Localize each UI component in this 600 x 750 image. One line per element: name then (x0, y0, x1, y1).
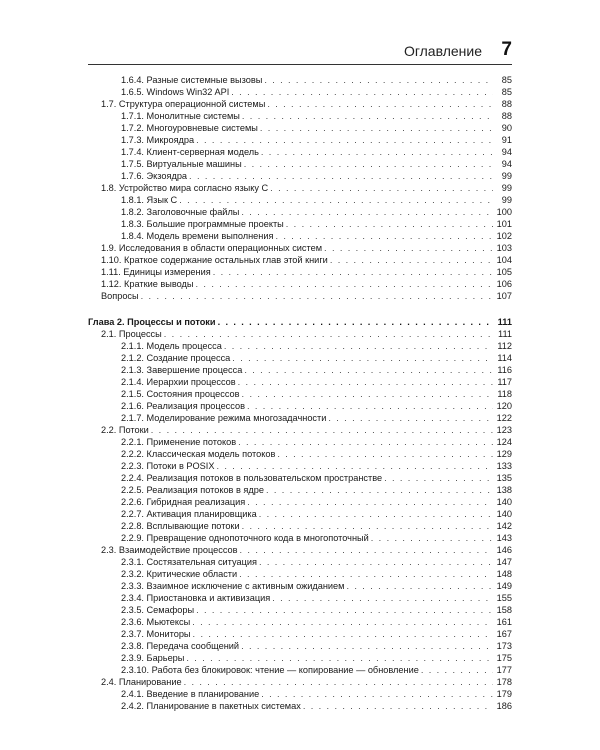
toc-entry (88, 182, 512, 194)
dot-leader (242, 110, 493, 122)
toc-entry-title: 2.3.5. Семафоры (121, 605, 195, 615)
toc-entry (88, 412, 512, 424)
toc-entry-title: 1.12. Краткие выводы (101, 279, 194, 289)
toc-entry-page: 90 (501, 123, 512, 133)
toc-entry-title: Глава 2. Процессы и потоки (88, 317, 216, 327)
toc-entry (88, 290, 512, 302)
toc-entry (88, 134, 512, 146)
dot-leader (261, 688, 493, 700)
toc-entry-title: 2.2.1. Применение потоков (121, 437, 237, 447)
toc-entry-title: 1.7.2. Многоуровневые системы (121, 123, 258, 133)
dot-leader (196, 278, 493, 290)
toc-entry-page: 148 (496, 569, 512, 579)
dot-leader (164, 328, 493, 340)
dot-leader (264, 74, 493, 86)
toc-entry-page: 133 (496, 461, 512, 471)
toc-entry-title: 2.1.2. Создание процесса (121, 353, 231, 363)
toc-entry (88, 460, 512, 472)
table-of-contents (88, 74, 512, 712)
dot-leader (261, 146, 493, 158)
toc-entry-page: 104 (496, 255, 512, 265)
toc-entry-title: 1.9. Исследования в области операционных систем (101, 243, 323, 253)
dot-leader (324, 242, 493, 254)
toc-entry-title: 2.3.7. Мониторы (121, 629, 191, 639)
dot-leader (247, 496, 493, 508)
toc-entry-page: 103 (496, 243, 512, 253)
dot-leader (184, 676, 493, 688)
toc-entry (88, 544, 512, 556)
toc-entry (88, 328, 512, 340)
toc-entry-title: 2.3.10. Работа без блокировок: чтение — копирование — обновление (121, 665, 419, 675)
toc-entry-page: 143 (496, 533, 512, 543)
dot-leader (330, 254, 493, 266)
toc-entry-title: 1.10. Краткое содержание остальных глав этой книги (101, 255, 328, 265)
toc-entry (88, 592, 512, 604)
toc-entry-page: 149 (496, 581, 512, 591)
toc-entry-title: 2.1.3. Завершение процесса (121, 365, 243, 375)
toc-entry (88, 194, 512, 206)
toc-entry-title: 1.6.5. Windows Win32 API (121, 87, 230, 97)
toc-entry-page: 167 (496, 629, 512, 639)
toc-entry (88, 568, 512, 580)
toc-entry-page: 99 (501, 195, 512, 205)
dot-leader (272, 592, 493, 604)
dot-leader (247, 400, 493, 412)
toc-entry-title: 2.2.9. Превращение однопоточного кода в многопоточный (121, 533, 369, 543)
toc-chapter-heading (88, 316, 512, 328)
toc-entry-page: 94 (501, 147, 512, 157)
toc-entry-title: 2.3. Взаимодействие процессов (101, 545, 238, 555)
toc-entry-page: 161 (496, 617, 512, 627)
dot-leader (346, 580, 493, 592)
toc-entry-page: 102 (496, 231, 512, 241)
toc-entry-page: 142 (496, 521, 512, 531)
toc-entry (88, 278, 512, 290)
dot-leader (241, 206, 493, 218)
toc-entry-page: 85 (501, 87, 512, 97)
toc-entry-title: 2.3.3. Взаимное исключение с активным ожиданием (121, 581, 345, 591)
toc-entry-title: 2.2.2. Классическая модель потоков (121, 449, 276, 459)
toc-entry (88, 146, 512, 158)
toc-entry (88, 700, 512, 712)
toc-entry-page: 124 (496, 437, 512, 447)
dot-leader (371, 532, 493, 544)
toc-entry-title: 2.3.6. Мьютексы (121, 617, 191, 627)
toc-entry (88, 628, 512, 640)
toc-entry-page: 175 (496, 653, 512, 663)
toc-entry-page: 114 (497, 353, 512, 363)
toc-entry-page: 116 (497, 365, 512, 375)
toc-entry-title: 1.8.3. Большие программные проекты (121, 219, 284, 229)
dot-leader (151, 424, 493, 436)
toc-entry-title: 1.6.4. Разные системные вызовы (121, 75, 263, 85)
dot-leader (259, 556, 493, 568)
toc-entry-page: 178 (496, 677, 512, 687)
dot-leader (384, 472, 493, 484)
toc-entry (88, 352, 512, 364)
toc-entry-page: 117 (497, 377, 512, 387)
toc-entry (88, 170, 512, 182)
toc-entry (88, 580, 512, 592)
toc-entry-page: 118 (497, 389, 512, 399)
dot-leader (286, 218, 493, 230)
toc-entry-title: 2.2.5. Реализация потоков в ядре (121, 485, 264, 495)
dot-leader (189, 170, 493, 182)
dot-leader (421, 664, 493, 676)
toc-entry-title: 2.2.3. Потоки в POSIX (121, 461, 215, 471)
toc-entry-page: 147 (496, 557, 512, 567)
toc-entry (88, 640, 512, 652)
dot-leader (192, 616, 493, 628)
toc-entry-title: 1.7. Структура операционной системы (101, 99, 266, 109)
toc-entry (88, 364, 512, 376)
toc-entry (88, 242, 512, 254)
running-head-title: Оглавление (403, 43, 482, 59)
toc-entry-page: 105 (496, 267, 512, 277)
dot-leader (193, 628, 493, 640)
toc-entry-page: 111 (498, 329, 512, 339)
toc-entry-title: 1.8.1. Язык С (121, 195, 178, 205)
toc-entry-title: 2.3.9. Барьеры (121, 653, 185, 663)
dot-leader (259, 508, 493, 520)
toc-entry-title: 2.2.4. Реализация потоков в пользовательском пространстве (121, 473, 383, 483)
toc-entry (88, 688, 512, 700)
dot-leader (238, 436, 493, 448)
toc-entry-title: 2.4.1. Введение в планирование (121, 689, 260, 699)
toc-entry-page: 179 (496, 689, 512, 699)
toc-entry-page: 135 (496, 473, 512, 483)
toc-entry-title: 2.2.7. Активация планировщика (121, 509, 257, 519)
dot-leader (242, 520, 493, 532)
toc-entry (88, 218, 512, 230)
toc-entry-page: 106 (496, 279, 512, 289)
toc-entry-page: 177 (496, 665, 512, 675)
toc-entry-page: 99 (501, 183, 512, 193)
dot-leader (240, 544, 493, 556)
toc-entry-page: 111 (497, 317, 512, 327)
toc-entry (88, 508, 512, 520)
toc-entry (88, 86, 512, 98)
toc-entry-title: Вопросы (101, 291, 139, 301)
toc-entry-title: 2.3.1. Состязательная ситуация (121, 557, 257, 567)
dot-leader (242, 388, 493, 400)
dot-leader (218, 316, 493, 328)
toc-entry (88, 448, 512, 460)
toc-entry (88, 254, 512, 266)
toc-entry-page: 101 (496, 219, 512, 229)
toc-entry (88, 436, 512, 448)
toc-entry-page: 146 (496, 545, 512, 555)
toc-entry-page: 100 (496, 207, 512, 217)
dot-leader (275, 230, 493, 242)
toc-entry (88, 472, 512, 484)
toc-entry-title: 2.4.2. Планирование в пакетных системах (121, 701, 301, 711)
dot-leader (239, 568, 493, 580)
toc-entry-title: 1.7.1. Монолитные системы (121, 111, 240, 121)
toc-entry-page: 158 (496, 605, 512, 615)
toc-entry-page: 94 (501, 159, 512, 169)
toc-entry-page: 122 (496, 413, 512, 423)
dot-leader (277, 448, 493, 460)
toc-entry-page: 138 (496, 485, 512, 495)
toc-entry-title: 2.1.1. Модель процесса (121, 341, 222, 351)
toc-entry-page: 155 (496, 593, 512, 603)
toc-entry (88, 110, 512, 122)
toc-entry (88, 616, 512, 628)
toc-entry (88, 520, 512, 532)
toc-entry (88, 400, 512, 412)
dot-leader (186, 652, 493, 664)
toc-entry (88, 340, 512, 352)
toc-entry (88, 158, 512, 170)
toc-entry-title: 1.8.4. Модель времени выполнения (121, 231, 274, 241)
toc-entry-title: 2.3.2. Критические области (121, 569, 238, 579)
toc-entry (88, 122, 512, 134)
toc-entry-page: 112 (497, 341, 512, 351)
toc-entry-title: 2.3.4. Приостановка и активизация (121, 593, 271, 603)
dot-leader (270, 182, 493, 194)
toc-entry-title: 1.7.3. Микроядра (121, 135, 195, 145)
dot-leader (238, 376, 493, 388)
toc-entry (88, 388, 512, 400)
toc-entry-page: 186 (496, 701, 512, 711)
toc-entry-page: 129 (496, 449, 512, 459)
toc-entry (88, 230, 512, 242)
dot-leader (224, 340, 493, 352)
toc-entry-title: 2.3.8. Передача сообщений (121, 641, 240, 651)
page-number: 7 (501, 39, 512, 60)
toc-entry-title: 2.1.5. Состояния процессов (121, 389, 240, 399)
toc-entry (88, 676, 512, 688)
toc-entry-title: 1.7.4. Клиент-серверная модель (121, 147, 259, 157)
toc-entry-page: 99 (501, 171, 512, 181)
toc-entry (88, 484, 512, 496)
toc-entry (88, 532, 512, 544)
toc-entry (88, 98, 512, 110)
toc-entry-title: 2.1.6. Реализация процессов (121, 401, 245, 411)
dot-leader (267, 98, 493, 110)
toc-entry-title: 2.1.7. Моделирование режима многозадачности (121, 413, 327, 423)
toc-entry (88, 266, 512, 278)
dot-leader (244, 364, 493, 376)
dot-leader (260, 122, 493, 134)
dot-leader (244, 158, 493, 170)
toc-entry (88, 376, 512, 388)
toc-entry (88, 424, 512, 436)
dot-leader (241, 640, 493, 652)
toc-entry (88, 74, 512, 86)
toc-entry (88, 652, 512, 664)
toc-entry-page: 88 (501, 111, 512, 121)
dot-leader (232, 352, 493, 364)
dot-leader (231, 86, 493, 98)
dot-leader (196, 604, 493, 616)
toc-entry-title: 1.8.2. Заголовочные файлы (121, 207, 240, 217)
toc-entry-page: 140 (496, 509, 512, 519)
toc-entry-page: 107 (496, 291, 512, 301)
toc-entry (88, 496, 512, 508)
toc-entry-title: 1.8. Устройство мира согласно языку С (101, 183, 269, 193)
dot-leader (217, 460, 494, 472)
dot-leader (179, 194, 493, 206)
toc-entry-title: 1.11. Единицы измерения (101, 267, 211, 277)
toc-entry (88, 206, 512, 218)
toc-entry-page: 85 (501, 75, 512, 85)
toc-entry-title: 1.7.6. Экзоядра (121, 171, 188, 181)
toc-entry (88, 664, 512, 676)
toc-entry-title: 2.1.4. Иерархии процессов (121, 377, 236, 387)
toc-entry-title: 2.2. Потоки (101, 425, 149, 435)
toc-entry-title: 2.4. Планирование (101, 677, 182, 687)
toc-entry-page: 173 (496, 641, 512, 651)
toc-entry-page: 120 (496, 401, 512, 411)
toc-entry (88, 556, 512, 568)
dot-leader (141, 290, 493, 302)
toc-entry-title: 2.1. Процессы (101, 329, 162, 339)
dot-leader (196, 134, 493, 146)
dot-leader (213, 266, 493, 278)
toc-entry-title: 2.2.8. Всплывающие потоки (121, 521, 240, 531)
dot-leader (328, 412, 493, 424)
toc-entry-page: 123 (496, 425, 512, 435)
page-header (88, 38, 512, 65)
toc-entry-title: 1.7.5. Виртуальные машины (121, 159, 242, 169)
toc-entry-page: 91 (501, 135, 512, 145)
toc-entry-title: 2.2.6. Гибридная реализация (121, 497, 246, 507)
dot-leader (266, 484, 493, 496)
toc-entry-page: 140 (496, 497, 512, 507)
dot-leader (303, 700, 493, 712)
toc-entry (88, 604, 512, 616)
toc-entry-page: 88 (501, 99, 512, 109)
